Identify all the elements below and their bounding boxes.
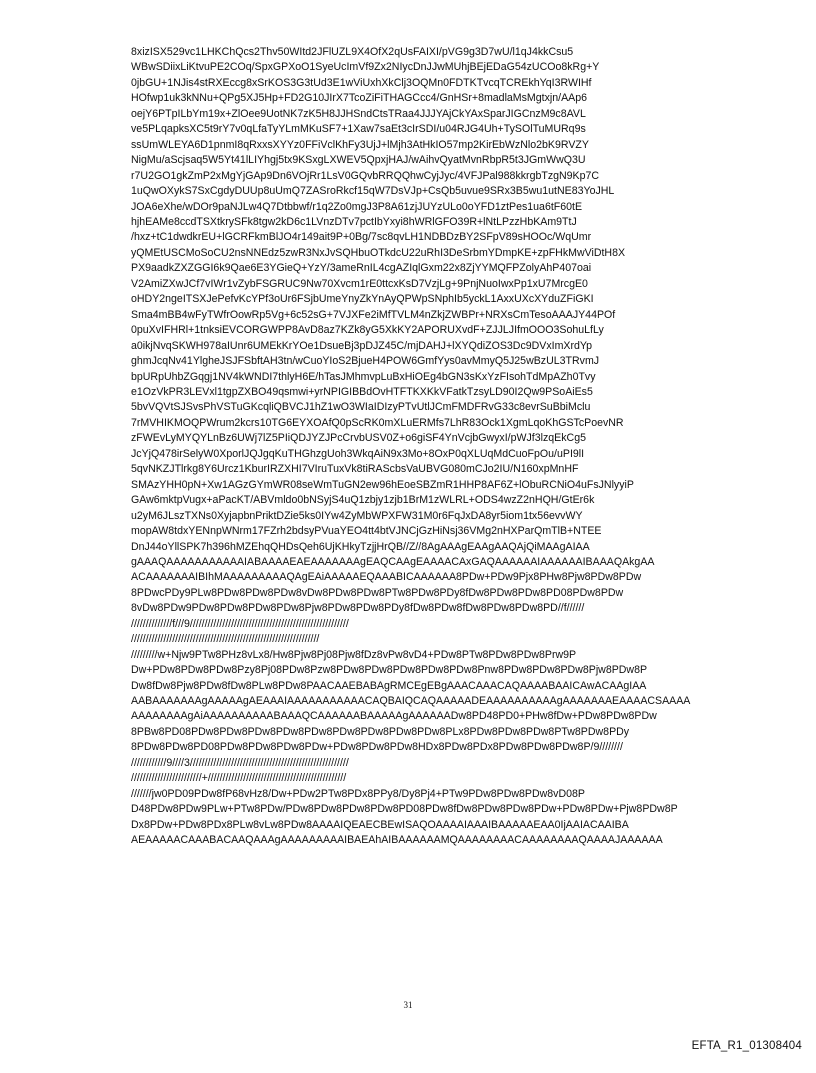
text-line: DnJ44oYllSPK7h396hMZEhqQHDsQeh6UjKHkyTzjjHrQB//Z//8AgAAAgEAAgAAQAjQiMAAgAIAA: [131, 540, 590, 553]
text-line: 5qvNKZJTlrkg8Y6Urcz1KburIRZXHI7VIruTuxVk8tiRAScbsVaUBVG080mCJo2IU/N160xpMnHF: [131, 463, 579, 476]
text-line: 5bvVQVtSJSvsPhVSTuGKcqliQBVCJ1hZ1wO3WIaIDIzyPTvUtlJCmFMDFRvG33c8evrSuBbiMclu: [131, 401, 591, 414]
text-line: AEAAAAACAAABACAAQAAAgAAAAAAAAAIBAEAhAIBAAAAAAMQAAAAAAAACAAAAAAAAQAAAAJAAAAAA: [131, 834, 663, 847]
text-line: 7rMVHIKMOQPWrum2kcrs10TG6EYXOAfQ0pScRK0mXLuERMfs7LhR83Ock1XgmLqoKhGSTcPoevNR: [131, 416, 624, 429]
text-line: ////////////////////////////////////////////////////////////////: [131, 633, 320, 646]
text-line: yQMEtUSCMoSoCU2nsNNEdz5zwR3NxJvSQHbuOTkdcU22uRhI3DeSrbmYDmpKE+zpFHkMwViDtH8X: [131, 246, 626, 259]
text-line: ////////////////////////+///////////////////////////////////////////////: [131, 772, 347, 785]
text-line: ACAAAAAAAIBIhMAAAAAAAAAQAgEAiAAAAAEQAAABICAAAAAA8PDw+PDw9Pjx8PHw8Pjw8PDw8PDw: [131, 571, 642, 584]
text-line: ve5PLqapksXC5t9rY7v0qLfaTyYLmMKuSF7+1Xaw7saEt3cIrSDI/u04RJG4Uh+TySOlTuMURq9s: [131, 123, 586, 136]
text-line: ssUmWLEYA6D1pnmI8qRxxsXYYz0FFiVclKhFy3UjJ+lMjh3AtHkIO57mp2KirEbWzNlo2bK9RVZY: [131, 138, 589, 151]
text-line: oHDY2ngeITSXJePefvKcYPf3oUr6FSjbUmeYnyZkYnAyQPWpSNphIb5yckL1AxxUXcXYduZFiGKI: [131, 293, 594, 306]
text-line: HOfwp1uk3kNNu+QPg5XJ5Hp+FD2G10JIrX7TcoZiFiTHAGCcc4/GnHSr+8madlaMsMgtxjn/AAp6: [131, 92, 587, 105]
text-line: //////////////f///9//////////////////////////////////////////////////////: [131, 617, 349, 630]
text-line: 1uQwOXykS7SxCgdyDUUp8uUmQ7ZASroRkcf15qW7DsVJp+CsQb5uvue9SRx3B5wu1utNE83YoJHL: [131, 185, 615, 198]
text-line: 8PDw8PDw8PD08PDw8PDw8PDw8PDw+PDw8PDw8PDw8HDx8PDw8PDx8PDw8PDw8PDw8P/9////////: [131, 741, 623, 754]
text-line: [131, 849, 731, 864]
encoded-text-block: [131, 45, 731, 910]
text-line: 0jbGU+1NJis4stRXEccg8xSrKOS3G3tUd3E1wViUxhXkClj3OQMn0FDTKTvcqTCREkhYqI3RWIHf: [131, 76, 592, 89]
text-line: 8vDw8PDw9PDw8PDw8PDw8PDw8Pjw8PDw8PDw8PDy8fDw8PDw8fDw8PDw8PDw8PD//f//////: [131, 602, 585, 615]
text-line: JcYjQ478irSelyW0XporlJQJgqKuTHGhzgUoh3WkqAiN9x3Mo+8OxP0qXLUqMdCuoFpOu/uPI9lI: [131, 447, 585, 460]
text-line: hjhEAMe8ccdTSXtkrySFk8tgw2kD6c1LVnzDTv7pctIbYxyi8hWRlGFO39R+lNtLPzzHbKAm9TtJ: [131, 215, 577, 228]
text-line: 0puXvIFHRl+1tnksiEVCORGWPP8AvD8az7KZk8yG5XkKY2APORUXvdF+ZJJLJIfmOOO3SohuLfLy: [131, 324, 604, 337]
text-line: 8PDwcPDy9PLw8PDw8PDw8PDw8vDw8PDw8PDw8PTw8PDw8PDy8fDw8PDw8PDw8PD08PDw8PDw: [131, 586, 624, 599]
text-line: ghmJcqNv41YlgheJSJFSbftAH3tn/wCuoYIoS2BjueH4POW6GmfYys0avMmyQ5J25wBzUL3TRvmJ: [131, 355, 600, 368]
text-line: NigMu/aScjsaq5W5Yt41lLIYhgj5tx9KSxgLXWEV5QpxjHAJ/wAihvQyatMvnRbpR5t3JGmWwQ3U: [131, 154, 586, 167]
text-line: oejY6PTpILbYm19x+ZlOee9UotNK7zK5H8JJHSndCtsTRaa4JJJYAjCkYAxSparJIGCnzM9c8AVL: [131, 107, 586, 120]
text-line: AAAAAAAAgAiAAAAAAAAAABAAAQCAAAAAABAAAAAgAAAAAADw8PD48PD0+PHw8fDw+PDw8PDw8PDw: [131, 710, 657, 723]
text-line: PX9aadkZXZGGI6k9Qae6E3YGieQ+YzY/3ameRnIL4cgAZIqlGxm22x8ZjYYMQFPZolyAhP407oai: [131, 262, 592, 275]
text-line: V2AmiZXwJCf7vIWr1vZybFSGRUC9Nw70Xvcm1rE0ttcxKsD7VzjLg+9PnjNuoIwxPp1xU7MrcgE0: [131, 277, 588, 290]
text-line: Sma4mBB4wFyTWfrOowRp5Vg+6c52sG+7VJXFe2iMfTVLM4nZkjZWBPr+NRXsCmTesoAAAJY44POf: [131, 308, 616, 321]
text-line: ////////////9////3//////////////////////////////////////////////////////: [131, 756, 349, 769]
text-line: Dw8fDw8Pjw8PDw8fDw8PLw8PDw8PAACAAEBABAgRMCEgEBgAAACAAACAQAAAABAAICAwACAAgIAA: [131, 679, 647, 692]
text-line: SMAzYHH0pN+Xw1AGzGYmWR08seWmTuGN2ew96hEoeSBZmR1HHP8AF6Z+lObuRCNiO4uFsJNlyyiP: [131, 478, 634, 491]
text-line: 8PBw8PD08PDw8PDw8PDw8PDw8PDw8PDw8PDw8PDw8PDw8PLx8PDw8PDw8PDw8PTw8PDw8PDy: [131, 725, 630, 738]
text-line: r7U2GO1gkZmP2xMgYjGAp9Dn6VOjRr1LsV0GQvbRRQQhwCyjJyc/4VFJPal988kkrgbTzgN9Kp7C: [131, 169, 600, 182]
text-line: JOA6eXhe/wDOr9paNJLw4Q7Dtbbwf/r1q2Zo0mgJ3P8A61zjJUYzULo0oYFD1ztPes1ua6tF60tE: [131, 200, 583, 213]
text-line: GAw6mktpVugx+aPacKT/ABVmldo0bNSyjS4uQ1zbjy1zjb1BrM1zWLRL+ODS4wzZ2nHQH/GtEr6k: [131, 494, 595, 507]
text-line: [131, 879, 731, 894]
text-line: [131, 895, 731, 910]
text-line: gAAAQAAAAAAAAAAAIABAAAAEAEAAAAAAAgEAQCAAgEAAAACAxGAQAAAAAAIAAAAAAIBAAAQAkgAA: [131, 555, 655, 568]
text-line: 8xizISX529vc1LHKChQcs2Thv50WItd2JFlUZL9X4OfX2qUsFAIXI/pVG9g3D7wU/l1qJ4kkCsu5: [131, 46, 574, 58]
text-line: u2yM6JLszTXNs0XyjapbnPriktDZie5ks0IYw4ZyMbWPXFW31M0r6FqJxDA8yr5iom1tx56evvWY: [131, 509, 583, 522]
text-line: e1OzVkPR3LEVxl1tgpZXBO49qsmwi+yrNPIGIBBdOvHTFTKXKkVFatkTzsyLD90I2Qw9PSoAiEs5: [131, 385, 593, 398]
text-line: [131, 864, 731, 879]
text-line: WBwSDiixLiKtvuPE2COq/SpxGPXoO1SyeUcImVf9Zx2NIycDnJJwMUhjBEjEDaG54zUCOo8kRg+Y: [131, 61, 600, 74]
text-line: /hxz+tC1dwdkrEU+lGCRFkmBlJO4r149ait9P+0Bg/7sc8qvLH1NDBDzBY2SFpV89sHOOc/WqUmr: [131, 231, 592, 244]
text-line: ///////jw0PD09PDw8fP68vHz8/Dw+PDw2PTw8PDx8PPy8/Dy8Pj4+PTw9PDw8PDw8PDw8vD08P: [131, 787, 585, 800]
text-line: bpURpUhbZGqgj1NV4kWNDI7thlyH6E/hTasJMhmvpLuBxHiOEg4bGN3sKxYzFIsohTdMpAZh0Tvy: [131, 370, 596, 383]
page-number: 31: [403, 1000, 413, 1010]
text-line: AABAAAAAAAgAAAAAgAEAAAIAAAAAAAAAAACAQBAIQCAQAAAAADEAAAAAAAAAAgAAAAAAAEAAAACSAAAA: [131, 695, 691, 708]
text-line: zFWEvLyMYQYLnBz6UWj7lZ5PIiQDJYZJPcCrvbUSV0Z+o6giSF4YnVcjbGwyxI/pWJf3lzqEkCg5: [131, 432, 586, 445]
text-line: Dw+PDw8PDw8PDw8Pzy8Pj08PDw8Pzw8PDw8PDw8PDw8PDw8PDw8Pnw8PDw8PDw8PDw8Pjw8PDw8P: [131, 664, 648, 677]
text-line: Dx8PDw+PDw8PDx8PLw8vLw8PDw8AAAAIQEAECBEwISAQOAAAAIAAAIBAAAAAEAA0IjAAIACAAIBA: [131, 818, 629, 831]
bates-number: EFTA_R1_01308404: [691, 1040, 802, 1052]
text-line: a0ikjNvqSKWH978aIUnr6UMEkKrYOe1DsueBj3pDJZ45C/mjDAHJ+lXYQdiZOS3Dc9DVxImXrdYp: [131, 339, 593, 352]
text-line: D48PDw8PDw9PLw+PTw8PDw/PDw8PDw8PDw8PDw8PD08PDw8fDw8PDw8PDw8PDw+PDw8PDw+Pjw8PDw8P: [131, 803, 678, 816]
text-line: /////////w+Njw9PTw8PHz8vLx8/Hw8Pjw8Pj08Pjw8fDz8vPw8vD4+PDw8PTw8PDw8PDw8Prw9P: [131, 648, 577, 661]
text-line: mopAW8tdxYENnpWNrm17FZrh2bdsyPVuaYEO4tt4btVJNCjGzHiNsj36VMg2nHXParQmTlB+NTEE: [131, 525, 602, 538]
